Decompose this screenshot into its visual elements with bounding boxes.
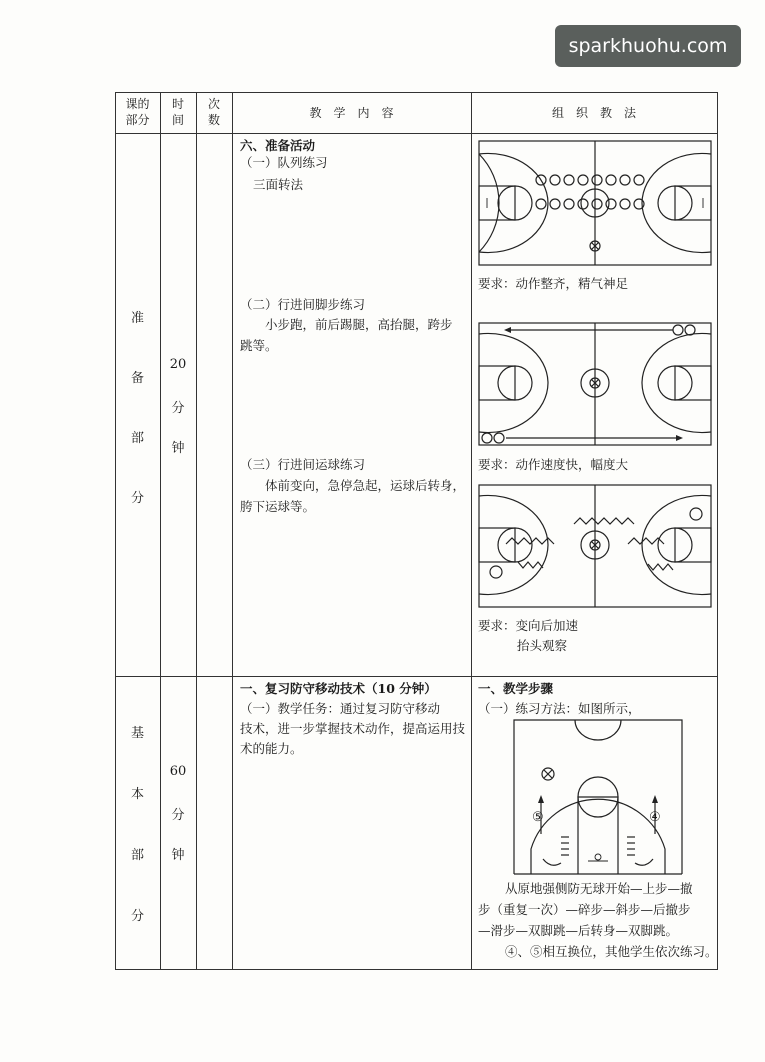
basic-title: 一、复习防守移动技术（10 分钟） <box>240 681 437 696</box>
header-time: 时 间 <box>171 97 184 127</box>
prep-req-3a: 要求：变向后加速 <box>478 618 579 633</box>
header-divider <box>115 133 718 134</box>
court-diagram-footwork <box>478 322 712 446</box>
prep-req-3b: 抬头观察 <box>517 638 568 653</box>
prep-s2-line1: 小步跑，前后踢腿，高抬腿，跨步 <box>265 317 453 332</box>
border-bottom <box>115 969 718 970</box>
basic-part-label: 基 本 部 分 <box>130 726 144 924</box>
basic-method-line1: （一）练习方法：如图所示， <box>478 701 641 716</box>
basic-method-p3: —滑步—双脚跳—后转身—双脚跳。 <box>478 923 679 938</box>
prep-s3-line1: 体前变向，急停急起，运球后转身， <box>265 478 466 493</box>
lesson-plan-table <box>115 92 718 970</box>
prep-s2: （二）行进间脚步练习 <box>240 297 366 312</box>
prep-s1-item: 三面转法 <box>253 177 304 192</box>
prep-part-label: 准 备 部 分 <box>130 311 144 506</box>
court-diagram-formation <box>478 140 712 266</box>
border-top <box>115 92 718 93</box>
prep-s3-line2: 胯下运球等。 <box>240 499 316 514</box>
col-divider-4 <box>471 92 472 970</box>
basic-method-p4: ④、⑤相互换位，其他学生依次练习。 <box>505 944 718 959</box>
header-count: 次 数 <box>207 97 220 127</box>
prep-title: 六、准备活动 <box>240 138 316 153</box>
prep-s2-line2: 跳等。 <box>240 338 278 353</box>
court-diagram-defense <box>513 719 683 875</box>
basic-method-p1: 从原地强侧防无球开始—上步—撤 <box>505 881 693 896</box>
basic-line2: 技术，进一步掌握技术动作，提高运用技 <box>240 721 466 736</box>
header-content: 教 学 内 容 <box>309 106 394 120</box>
prep-s3: （三）行进间运球练习 <box>240 457 366 472</box>
header-part: 课的 部分 <box>125 97 150 127</box>
player-4-label: ④ <box>649 810 661 825</box>
player-5-label: ⑤ <box>532 810 544 825</box>
basic-line1: （一）教学任务：通过复习防守移动 <box>240 701 441 716</box>
section-divider <box>115 676 718 677</box>
header-method: 组 织 教 法 <box>551 106 636 120</box>
basic-time: 60 分 钟 <box>169 764 187 863</box>
prep-time: 20 分 钟 <box>169 357 187 456</box>
basic-method-title: 一、教学步骤 <box>478 681 554 696</box>
basic-method-p2: 步（重复一次）—碎步—斜步—后撤步 <box>478 902 691 917</box>
prep-req-1: 要求：动作整齐，精气神足 <box>478 276 629 291</box>
court-diagram-dribble <box>478 484 712 608</box>
watermark-badge: sparkhuohu.com <box>555 25 741 67</box>
col-divider-3 <box>232 92 233 970</box>
border-right <box>717 92 718 970</box>
col-divider-2 <box>196 92 197 970</box>
prep-s1: （一）队列练习 <box>240 155 328 170</box>
prep-req-2: 要求：动作速度快，幅度大 <box>478 457 629 472</box>
basic-line3: 术的能力。 <box>240 741 303 756</box>
